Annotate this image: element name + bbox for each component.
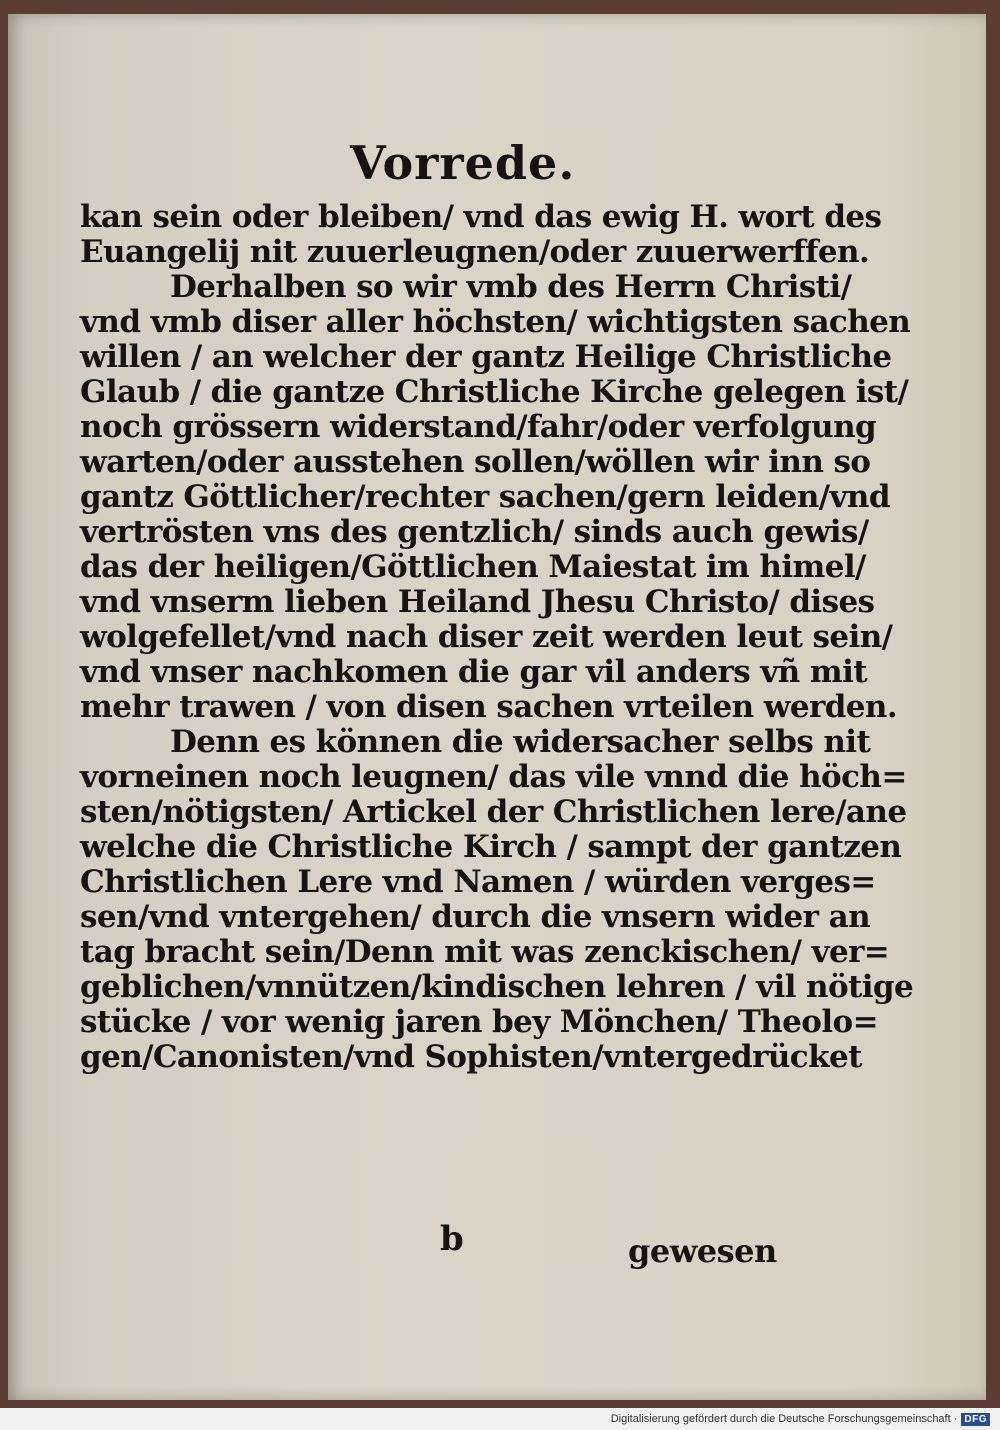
signature-mark: b (440, 1219, 464, 1259)
text-line: welche die Christliche Kirch / sampt der gantzen (80, 829, 902, 865)
body-text (80, 199, 914, 1075)
text-line: tag bracht sein/Denn mit was zenckischen/ ver= (80, 934, 890, 970)
text-line: mehr trawen / von disen sachen vrteilen werden. (80, 689, 898, 725)
text-line: vnd vnserm lieben Heiland Jhesu Christo/ dises (80, 584, 875, 620)
text-line: gen/Canonisten/vnd Sophisten/vntergedrücket (80, 1039, 862, 1075)
text-line: Denn es können die widersacher selbs nit (170, 724, 871, 760)
text-line: warten/oder ausstehen sollen/wöllen wir inn so (80, 444, 871, 480)
text-line: vnd vnser nachkomen die gar vil anders vñ mit (80, 654, 867, 690)
text-line: kan sein oder bleiben/ vnd das ewig H. wort des (80, 199, 882, 235)
dfg-logo-icon: DFG (961, 1413, 990, 1426)
text-line: wolgefellet/vnd nach diser zeit werden leut sein/ (80, 619, 893, 655)
text-line: Christlichen Lere vnd Namen / würden verges= (80, 864, 876, 900)
page-heading: Vorrede. (350, 136, 576, 190)
footer-text: Digitalisierung gefördert durch die Deutsche Forschungsgemeinschaft · (610, 1413, 958, 1425)
text-line: vertrösten vns des gentzlich/ sinds auch gewis/ (80, 514, 869, 550)
text-line: vorneinen noch leugnen/ das vile vnnd die höch= (80, 759, 907, 795)
text-line: geblichen/vnnützen/kindischen lehren / vil nötige (80, 969, 914, 1005)
text-line: gantz Göttlicher/rechter sachen/gern leiden/vnd (80, 479, 890, 515)
page-content (20, 14, 974, 1400)
text-line: Euangelij nit zuuerleugnen/oder zuuerwerffen. (80, 234, 870, 270)
text-line: noch grössern widerstand/fahr/oder verfolgung (80, 409, 877, 445)
text-line: stücke / vor wenig jaren bey Mönchen/ Theolo= (80, 1004, 878, 1040)
text-line: willen / an welcher der gantz Heilige Christliche (80, 339, 892, 375)
text-line: Glaub / die gantze Christliche Kirche gelegen ist/ (80, 374, 909, 410)
catchword: gewesen (628, 1232, 777, 1270)
text-line: Derhalben so wir vmb des Herrn Christi/ (170, 269, 852, 305)
text-line: sen/vnd vntergehen/ durch die vnsern wider an (80, 899, 871, 935)
book-page (8, 14, 986, 1400)
footer (611, 1410, 990, 1428)
text-line: vnd vmb diser aller höchsten/ wichtigsten sachen (80, 304, 911, 340)
text-line: sten/nötigsten/ Artickel der Christlichen lere/ane (80, 794, 907, 830)
text-line: das der heiligen/Göttlichen Maiestat im himel/ (80, 549, 866, 585)
